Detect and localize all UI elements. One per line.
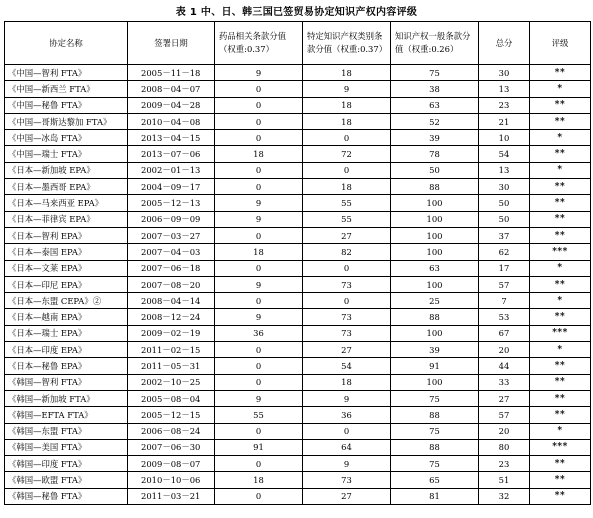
cell-special-score: 27	[303, 227, 391, 243]
cell-drug-score: 9	[215, 276, 303, 292]
cell-drug-score: 55	[215, 407, 303, 423]
cell-grade: **	[530, 211, 591, 227]
cell-sign-date: 2011－03－21	[128, 488, 215, 504]
cell-grade: **	[530, 358, 591, 374]
cell-general-score: 88	[391, 407, 479, 423]
cell-agreement-name: 《中国—智利 FTA》	[5, 65, 128, 81]
table-row	[5, 97, 591, 113]
header-grade: 评级	[530, 22, 591, 65]
cell-sign-date: 2007－04－03	[128, 244, 215, 260]
table-row	[5, 488, 591, 504]
header-name: 协定名称	[5, 22, 128, 65]
cell-general-score: 78	[391, 146, 479, 162]
cell-drug-score: 0	[215, 358, 303, 374]
cell-agreement-name: 《日本—文莱 EPA》	[5, 260, 128, 276]
cell-agreement-name: 《韩国—EFTA FTA》	[5, 407, 128, 423]
cell-drug-score: 0	[215, 81, 303, 97]
cell-general-score: 81	[391, 488, 479, 504]
cell-total-score: 30	[479, 65, 530, 81]
cell-agreement-name: 《韩国—新加坡 FTA》	[5, 390, 128, 406]
cell-grade: **	[530, 472, 591, 488]
cell-general-score: 88	[391, 309, 479, 325]
cell-drug-score: 9	[215, 211, 303, 227]
cell-sign-date: 2013－04－15	[128, 130, 215, 146]
cell-total-score: 20	[479, 423, 530, 439]
cell-sign-date: 2002－01－13	[128, 162, 215, 178]
cell-grade: **	[530, 146, 591, 162]
table-row	[5, 130, 591, 146]
cell-special-score: 0	[303, 423, 391, 439]
cell-agreement-name: 《日本—泰国 EPA》	[5, 244, 128, 260]
header-total: 总分	[479, 22, 530, 65]
cell-total-score: 32	[479, 488, 530, 504]
table-row	[5, 309, 591, 325]
cell-drug-score: 91	[215, 439, 303, 455]
cell-drug-score: 9	[215, 309, 303, 325]
cell-general-score: 91	[391, 358, 479, 374]
cell-special-score: 9	[303, 390, 391, 406]
cell-drug-score: 0	[215, 342, 303, 358]
cell-grade: *	[530, 81, 591, 97]
header-drug: 药品相关条款分值（权重:0.37）	[215, 22, 303, 65]
cell-total-score: 50	[479, 195, 530, 211]
cell-drug-score: 0	[215, 488, 303, 504]
cell-total-score: 57	[479, 276, 530, 292]
cell-grade: *	[530, 130, 591, 146]
cell-general-score: 50	[391, 162, 479, 178]
cell-grade: **	[530, 309, 591, 325]
cell-drug-score: 0	[215, 179, 303, 195]
cell-agreement-name: 《韩国—智利 FTA》	[5, 374, 128, 390]
cell-sign-date: 2009－02－19	[128, 325, 215, 341]
cell-special-score: 64	[303, 439, 391, 455]
cell-grade: *	[530, 423, 591, 439]
table-row	[5, 146, 591, 162]
cell-special-score: 82	[303, 244, 391, 260]
cell-general-score: 100	[391, 325, 479, 341]
cell-grade: **	[530, 390, 591, 406]
cell-special-score: 9	[303, 81, 391, 97]
cell-special-score: 27	[303, 342, 391, 358]
cell-total-score: 7	[479, 293, 530, 309]
cell-grade: *	[530, 162, 591, 178]
table-row	[5, 276, 591, 292]
cell-special-score: 9	[303, 456, 391, 472]
table-row	[5, 244, 591, 260]
cell-general-score: 39	[391, 130, 479, 146]
cell-general-score: 100	[391, 195, 479, 211]
cell-sign-date: 2005－12－13	[128, 195, 215, 211]
cell-total-score: 10	[479, 130, 530, 146]
cell-grade: **	[530, 195, 591, 211]
cell-sign-date: 2010－04－08	[128, 113, 215, 129]
table-row	[5, 390, 591, 406]
table-row	[5, 342, 591, 358]
cell-agreement-name: 《日本—智利 EPA》	[5, 227, 128, 243]
cell-agreement-name: 《韩国—秘鲁 FTA》	[5, 488, 128, 504]
cell-grade: ***	[530, 244, 591, 260]
cell-special-score: 73	[303, 276, 391, 292]
header-general: 知识产权一般条款分值（权重:0.26）	[391, 22, 479, 65]
cell-agreement-name: 《日本—马来西亚 EPA》	[5, 195, 128, 211]
cell-general-score: 100	[391, 244, 479, 260]
cell-drug-score: 18	[215, 244, 303, 260]
cell-grade: **	[530, 179, 591, 195]
cell-drug-score: 0	[215, 260, 303, 276]
cell-total-score: 33	[479, 374, 530, 390]
cell-total-score: 54	[479, 146, 530, 162]
cell-special-score: 36	[303, 407, 391, 423]
table-row	[5, 65, 591, 81]
cell-drug-score: 0	[215, 293, 303, 309]
cell-general-score: 25	[391, 293, 479, 309]
cell-total-score: 44	[479, 358, 530, 374]
cell-sign-date: 2010－10－06	[128, 472, 215, 488]
cell-agreement-name: 《中国—冰岛 FTA》	[5, 130, 128, 146]
cell-general-score: 88	[391, 179, 479, 195]
cell-grade: *	[530, 260, 591, 276]
cell-grade: **	[530, 276, 591, 292]
cell-total-score: 23	[479, 456, 530, 472]
table-row	[5, 195, 591, 211]
table-row	[5, 81, 591, 97]
table-caption: 表 1 中、日、韩三国已签贸易协定知识产权内容评级	[175, 7, 418, 18]
cell-general-score: 63	[391, 260, 479, 276]
cell-total-score: 67	[479, 325, 530, 341]
cell-special-score: 0	[303, 130, 391, 146]
cell-total-score: 27	[479, 390, 530, 406]
cell-agreement-name: 《日本—东盟 CEPA》②	[5, 293, 128, 309]
table-row	[5, 179, 591, 195]
cell-sign-date: 2007－06－18	[128, 260, 215, 276]
cell-agreement-name: 《日本—菲律宾 EPA》	[5, 211, 128, 227]
cell-special-score: 18	[303, 113, 391, 129]
table-row	[5, 162, 591, 178]
cell-total-score: 13	[479, 81, 530, 97]
cell-agreement-name: 《日本—印尼 EPA》	[5, 276, 128, 292]
cell-agreement-name: 《日本—瑞士 EPA》	[5, 325, 128, 341]
table-row	[5, 113, 591, 129]
cell-total-score: 57	[479, 407, 530, 423]
cell-drug-score: 9	[215, 195, 303, 211]
cell-general-score: 65	[391, 472, 479, 488]
table-row	[5, 293, 591, 309]
cell-sign-date: 2004－09－17	[128, 179, 215, 195]
cell-drug-score: 18	[215, 472, 303, 488]
cell-special-score: 54	[303, 358, 391, 374]
cell-sign-date: 2007－03－27	[128, 227, 215, 243]
cell-general-score: 88	[391, 439, 479, 455]
cell-grade: **	[530, 65, 591, 81]
cell-agreement-name: 《中国—新西兰 FTA》	[5, 81, 128, 97]
cell-sign-date: 2005－08－04	[128, 390, 215, 406]
cell-grade: *	[530, 342, 591, 358]
header-row	[5, 22, 591, 65]
cell-drug-score: 36	[215, 325, 303, 341]
cell-special-score: 0	[303, 260, 391, 276]
header-date: 签署日期	[128, 22, 215, 65]
cell-sign-date: 2005－11－18	[128, 65, 215, 81]
table-row	[5, 211, 591, 227]
cell-grade: **	[530, 488, 591, 504]
cell-total-score: 51	[479, 472, 530, 488]
cell-drug-score: 0	[215, 162, 303, 178]
table-row	[5, 374, 591, 390]
cell-general-score: 63	[391, 97, 479, 113]
cell-agreement-name: 《日本—墨西哥 EPA》	[5, 179, 128, 195]
cell-grade: ***	[530, 439, 591, 455]
cell-sign-date: 2009－04－28	[128, 97, 215, 113]
cell-general-score: 100	[391, 211, 479, 227]
cell-total-score: 21	[479, 113, 530, 129]
table-row	[5, 260, 591, 276]
cell-special-score: 18	[303, 179, 391, 195]
cell-special-score: 55	[303, 211, 391, 227]
cell-drug-score: 0	[215, 423, 303, 439]
cell-special-score: 0	[303, 293, 391, 309]
cell-drug-score: 9	[215, 390, 303, 406]
cell-drug-score: 0	[215, 113, 303, 129]
cell-total-score: 62	[479, 244, 530, 260]
cell-agreement-name: 《韩国—印度 FTA》	[5, 456, 128, 472]
cell-sign-date: 2008－04－14	[128, 293, 215, 309]
cell-special-score: 73	[303, 325, 391, 341]
cell-general-score: 100	[391, 276, 479, 292]
table-row	[5, 456, 591, 472]
cell-sign-date: 2002－10－25	[128, 374, 215, 390]
cell-agreement-name: 《韩国—美国 FTA》	[5, 439, 128, 455]
cell-sign-date: 2008－12－24	[128, 309, 215, 325]
cell-special-score: 18	[303, 65, 391, 81]
cell-special-score: 18	[303, 374, 391, 390]
cell-general-score: 52	[391, 113, 479, 129]
cell-agreement-name: 《日本—秘鲁 EPA》	[5, 358, 128, 374]
cell-agreement-name: 《中国—秘鲁 FTA》	[5, 97, 128, 113]
cell-general-score: 75	[391, 65, 479, 81]
cell-grade: ***	[530, 325, 591, 341]
cell-agreement-name: 《日本—越南 EPA》	[5, 309, 128, 325]
cell-special-score: 72	[303, 146, 391, 162]
cell-total-score: 17	[479, 260, 530, 276]
cell-drug-score: 0	[215, 97, 303, 113]
cell-total-score: 23	[479, 97, 530, 113]
cell-general-score: 38	[391, 81, 479, 97]
cell-agreement-name: 《日本—新加坡 EPA》	[5, 162, 128, 178]
cell-sign-date: 2011－05－31	[128, 358, 215, 374]
cell-grade: **	[530, 97, 591, 113]
cell-sign-date: 2006－09－09	[128, 211, 215, 227]
cell-special-score: 27	[303, 488, 391, 504]
cell-agreement-name: 《日本—印度 EPA》	[5, 342, 128, 358]
cell-agreement-name: 《韩国—东盟 FTA》	[5, 423, 128, 439]
cell-drug-score: 0	[215, 374, 303, 390]
cell-agreement-name: 《韩国—欧盟 FTA》	[5, 472, 128, 488]
cell-sign-date: 2008－04－07	[128, 81, 215, 97]
cell-special-score: 73	[303, 309, 391, 325]
cell-sign-date: 2009－08－07	[128, 456, 215, 472]
cell-total-score: 50	[479, 211, 530, 227]
cell-general-score: 39	[391, 342, 479, 358]
ip-rating-table	[4, 21, 591, 505]
table-body	[5, 65, 591, 505]
table-row	[5, 472, 591, 488]
cell-general-score: 100	[391, 227, 479, 243]
cell-agreement-name: 《中国—瑞士 FTA》	[5, 146, 128, 162]
cell-general-score: 75	[391, 456, 479, 472]
table-row	[5, 227, 591, 243]
cell-sign-date: 2006－08－24	[128, 423, 215, 439]
cell-agreement-name: 《中国—哥斯达黎加 FTA》	[5, 113, 128, 129]
cell-drug-score: 0	[215, 227, 303, 243]
cell-sign-date: 2007－08－20	[128, 276, 215, 292]
cell-total-score: 30	[479, 179, 530, 195]
cell-sign-date: 2013－07－06	[128, 146, 215, 162]
table-row	[5, 439, 591, 455]
cell-grade: **	[530, 113, 591, 129]
cell-grade: **	[530, 374, 591, 390]
cell-drug-score: 9	[215, 65, 303, 81]
cell-special-score: 55	[303, 195, 391, 211]
header-special: 特定知识产权类别条款分值（权重:0.37）	[303, 22, 391, 65]
cell-grade: **	[530, 227, 591, 243]
table-row	[5, 423, 591, 439]
cell-total-score: 53	[479, 309, 530, 325]
table-row	[5, 325, 591, 341]
cell-drug-score: 0	[215, 130, 303, 146]
table-row	[5, 407, 591, 423]
cell-total-score: 13	[479, 162, 530, 178]
cell-grade: **	[530, 456, 591, 472]
cell-special-score: 0	[303, 162, 391, 178]
table-row	[5, 358, 591, 374]
cell-special-score: 18	[303, 97, 391, 113]
cell-total-score: 20	[479, 342, 530, 358]
cell-drug-score: 0	[215, 456, 303, 472]
cell-total-score: 37	[479, 227, 530, 243]
cell-grade: *	[530, 293, 591, 309]
cell-special-score: 73	[303, 472, 391, 488]
cell-general-score: 100	[391, 374, 479, 390]
cell-sign-date: 2007－06－30	[128, 439, 215, 455]
cell-total-score: 80	[479, 439, 530, 455]
cell-grade: **	[530, 407, 591, 423]
cell-general-score: 75	[391, 390, 479, 406]
cell-sign-date: 2011－02－15	[128, 342, 215, 358]
cell-drug-score: 18	[215, 146, 303, 162]
cell-general-score: 75	[391, 423, 479, 439]
cell-sign-date: 2005－12－15	[128, 407, 215, 423]
